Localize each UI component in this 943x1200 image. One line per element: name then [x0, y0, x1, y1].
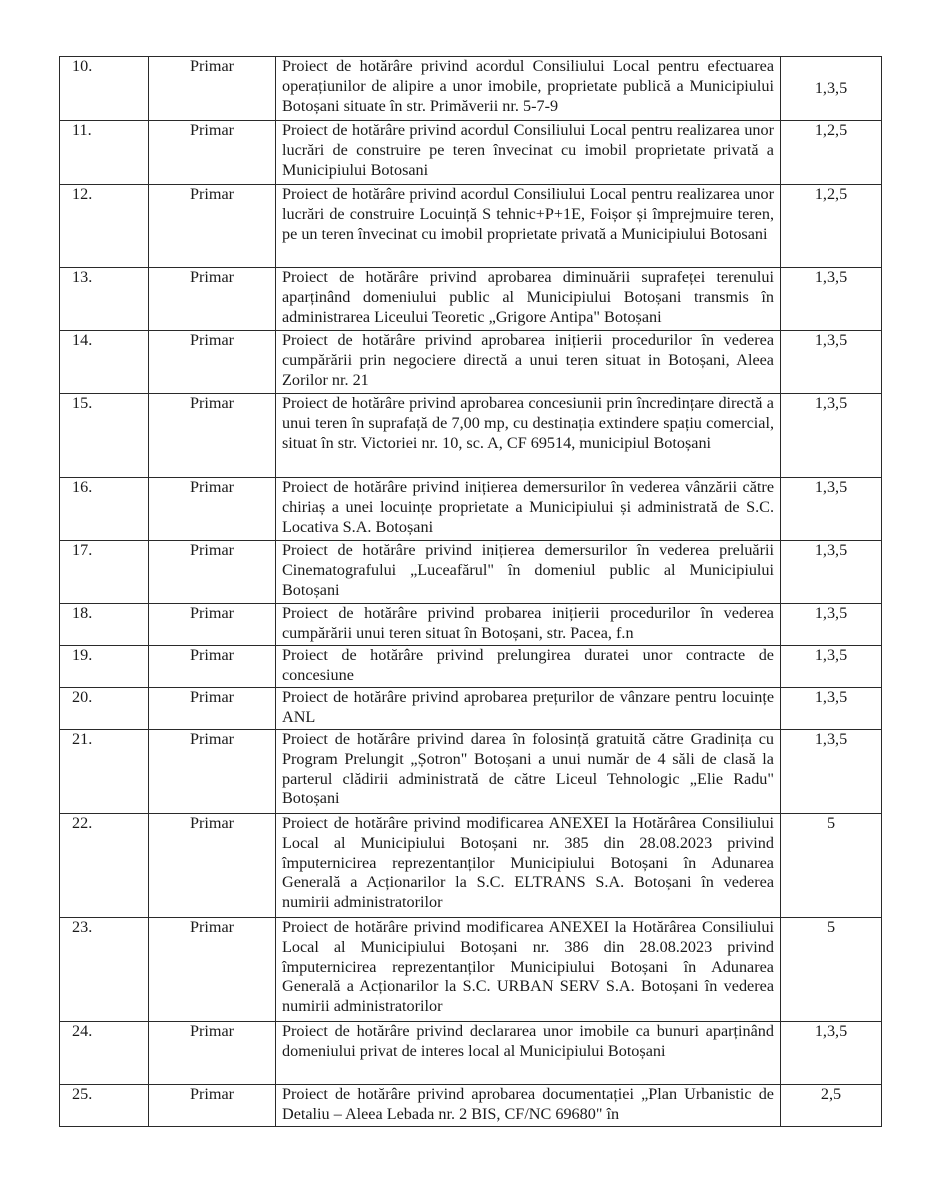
initiator: Primar — [149, 185, 276, 268]
commissions: 5 — [781, 814, 882, 918]
item-number: 14. — [60, 331, 149, 394]
commissions: 1,3,5 — [781, 1022, 882, 1085]
commissions: 2,5 — [781, 1085, 882, 1127]
item-number: 15. — [60, 394, 149, 478]
project-title: Proiect de hotărâre privind acordul Consiliului Local pentru realizarea unor lucrări de construire Locuință S tehnic+P+1E, Foișor și împrejmuire teren, pe un teren învecinat cu imobil proprietate privată a Municipiului Botosani — [276, 185, 781, 268]
project-title: Proiect de hotărâre privind aprobarea prețurilor de vânzare pentru locuințe ANL — [276, 688, 781, 730]
item-number: 11. — [60, 121, 149, 185]
initiator: Primar — [149, 268, 276, 331]
initiator: Primar — [149, 918, 276, 1022]
table-row — [60, 185, 882, 268]
commissions: 1,3,5 — [781, 478, 882, 541]
commissions: 1,2,5 — [781, 121, 882, 185]
commissions: 1,3,5 — [781, 688, 882, 730]
initiator: Primar — [149, 121, 276, 185]
item-number: 22. — [60, 814, 149, 918]
project-title: Proiect de hotărâre privind aprobarea diminuării suprafeței terenului aparținând domeniului public al Municipiului Botoșani transmis în administrarea Liceului Teoretic „Grigore Antipa" Botoșani — [276, 268, 781, 331]
table-row — [60, 814, 882, 918]
table-row — [60, 688, 882, 730]
table-row — [60, 121, 882, 185]
item-number: 24. — [60, 1022, 149, 1085]
table-row — [60, 646, 882, 688]
initiator: Primar — [149, 331, 276, 394]
commissions: 1,3,5 — [781, 57, 882, 121]
item-number: 19. — [60, 646, 149, 688]
project-title: Proiect de hotărâre privind modificarea ANEXEI la Hotărârea Consiliului Local al Municipiului Botoșani nr. 385 din 28.08.2023 privind împuternicirea reprezentanților Municipiului Botoșani în Adunarea Generală a Acționarilor la S.C. ELTRANS S.A. Botoșani în vederea numirii administratorilor — [276, 814, 781, 918]
initiator: Primar — [149, 541, 276, 604]
project-title: Proiect de hotărâre privind modificarea ANEXEI la Hotărârea Consiliului Local al Municipiului Botoșani nr. 386 din 28.08.2023 privind împuternicirea reprezentanților Municipiului Botoșani în Adunarea Generală a Acționarilor la S.C. URBAN SERV S.A. Botoșani în vederea numirii administratorilor — [276, 918, 781, 1022]
initiator: Primar — [149, 604, 276, 646]
initiator: Primar — [149, 1022, 276, 1085]
commissions: 1,3,5 — [781, 646, 882, 688]
item-number: 12. — [60, 185, 149, 268]
initiator: Primar — [149, 394, 276, 478]
table-row — [60, 331, 882, 394]
commissions: 1,3,5 — [781, 394, 882, 478]
initiator: Primar — [149, 688, 276, 730]
table-row — [60, 57, 882, 121]
table-row — [60, 394, 882, 478]
project-title: Proiect de hotărâre privind acordul Consiliului Local pentru realizarea unor lucrări de construire pe teren învecinat cu imobil proprietate privată a Municipiului Botosani — [276, 121, 781, 185]
table-row — [60, 541, 882, 604]
project-title: Proiect de hotărâre privind inițierea demersurilor în vederea vânzării către chiriaș a unei locuințe proprietate a Municipiului și administrată de S.C. Locativa S.A. Botoșani — [276, 478, 781, 541]
commissions: 1,3,5 — [781, 331, 882, 394]
table-row — [60, 1085, 882, 1127]
item-number: 17. — [60, 541, 149, 604]
table-row — [60, 730, 882, 814]
initiator: Primar — [149, 814, 276, 918]
table-row — [60, 1022, 882, 1085]
project-title: Proiect de hotărâre privind declararea unor imobile ca bunuri aparținând domeniului privat de interes local al Municipiului Botoșani — [276, 1022, 781, 1085]
project-title: Proiect de hotărâre privind inițierea demersurilor în vederea preluării Cinematografului „Luceafărul" în domeniul public al Municipiului Botoșani — [276, 541, 781, 604]
table-row — [60, 478, 882, 541]
commissions: 1,2,5 — [781, 185, 882, 268]
item-number: 18. — [60, 604, 149, 646]
project-title: Proiect de hotărâre privind aprobarea inițierii procedurilor în vederea cumpărării prin negociere directă a unui teren situat in Botoșani, Aleea Zorilor nr. 21 — [276, 331, 781, 394]
commissions: 5 — [781, 918, 882, 1022]
item-number: 25. — [60, 1085, 149, 1127]
document-page — [59, 56, 882, 1127]
commissions: 1,3,5 — [781, 604, 882, 646]
project-title: Proiect de hotărâre privind prelungirea duratei unor contracte de concesiune — [276, 646, 781, 688]
project-title: Proiect de hotărâre privind probarea inițierii procedurilor în vederea cumpărării unui teren situat în Botoșani, str. Pacea, f.n — [276, 604, 781, 646]
initiator: Primar — [149, 646, 276, 688]
project-title: Proiect de hotărâre privind aprobarea concesiunii prin încredințare directă a unui teren în suprafață de 7,00 mp, cu destinația extindere spațiu comercial, situat în str. Victoriei nr. 10, sc. A, CF 69514, municipiul Botoșani — [276, 394, 781, 478]
item-number: 21. — [60, 730, 149, 814]
item-number: 10. — [60, 57, 149, 121]
initiator: Primar — [149, 730, 276, 814]
project-title: Proiect de hotărâre privind darea în folosință gratuită către Gradinița cu Program Prelungit „Șotron" Botoșani a unui număr de 4 săli de clasă la parterul clădirii administrată de către Liceul Tehnologic „Elie Radu" Botoșani — [276, 730, 781, 814]
initiator: Primar — [149, 1085, 276, 1127]
item-number: 23. — [60, 918, 149, 1022]
item-number: 20. — [60, 688, 149, 730]
commissions: 1,3,5 — [781, 730, 882, 814]
agenda-table — [59, 56, 882, 1127]
table-row — [60, 604, 882, 646]
commissions: 1,3,5 — [781, 541, 882, 604]
item-number: 13. — [60, 268, 149, 331]
project-title: Proiect de hotărâre privind aprobarea documentației „Plan Urbanistic de Detaliu – Aleea Lebada nr. 2 BIS, CF/NC 69680" în — [276, 1085, 781, 1127]
commissions: 1,3,5 — [781, 268, 882, 331]
project-title: Proiect de hotărâre privind acordul Consiliului Local pentru efectuarea operațiunilor de alipire a unor imobile, proprietate publică a Municipiului Botoșani situate în str. Primăverii nr. 5-7-9 — [276, 57, 781, 121]
table-row — [60, 268, 882, 331]
initiator: Primar — [149, 57, 276, 121]
table-row — [60, 918, 882, 1022]
item-number: 16. — [60, 478, 149, 541]
initiator: Primar — [149, 478, 276, 541]
